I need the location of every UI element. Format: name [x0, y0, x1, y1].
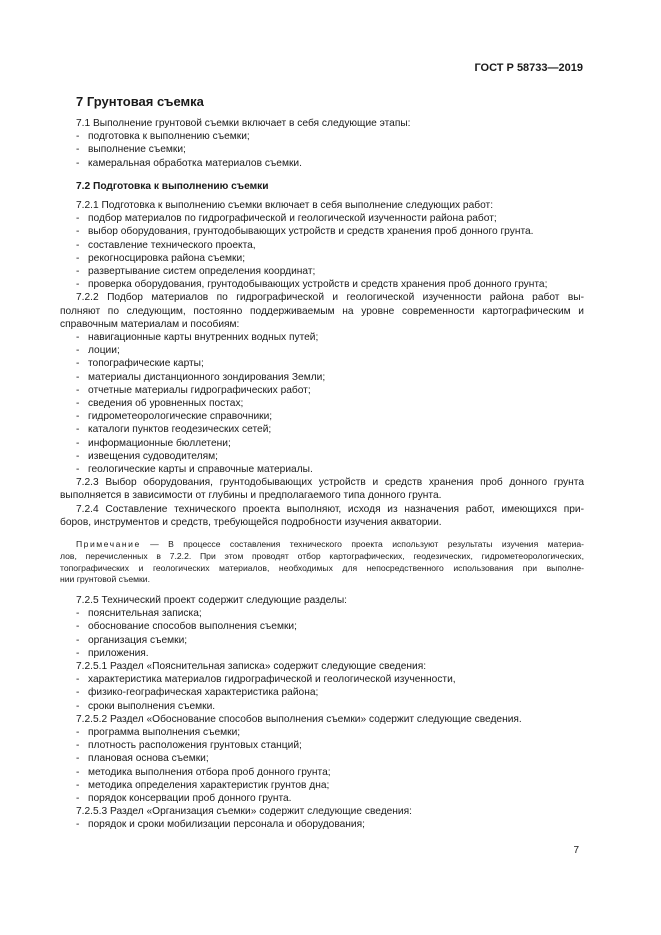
- section-7-2-body: [60, 199, 584, 529]
- list-item: - порядок и сроки мобилизации персонала и оборудования;: [60, 818, 584, 831]
- list-item: - составление технического проекта,: [60, 239, 584, 252]
- paragraph-7-2-5: 7.2.5 Технический проект содержит следующие разделы:: [76, 595, 347, 606]
- paragraph-7-2-3-line: выполняется в зависимости от глубины и предполагаемого типа донного грунта.: [60, 490, 442, 502]
- list-item: - сведения об уровненных постах;: [60, 397, 584, 410]
- list-item: - плотность расположения грунтовых станций;: [60, 739, 584, 752]
- section-7-title: 7 Грунтовая съемка: [76, 94, 204, 109]
- page-number: 7: [573, 845, 579, 856]
- paragraph-7-1: 7.1 Выполнение грунтовой съемки включает в себя следующие этапы:: [76, 118, 411, 129]
- section-7-2-heading-block: [60, 180, 584, 193]
- note-label: Примечание: [76, 539, 141, 549]
- paragraph-7-2-4-line: боров, инструментов и средств, требующейся подробности изучения акватории.: [60, 516, 442, 528]
- list-item: - программа выполнения съемки;: [60, 726, 584, 739]
- paragraph-7-2-2-line: 7.2.2 Подбор материалов по гидрографической и геологической изученности района работ вы-: [76, 292, 584, 304]
- list-item: - извещения судоводителям;: [60, 450, 584, 463]
- list-item: - навигационные карты внутренних водных путей;: [60, 331, 584, 344]
- list-item: - подготовка к выполнению съемки;: [60, 130, 584, 143]
- paragraph-7-2-2-line: справочным материалам и пособиям:: [60, 318, 240, 330]
- note-line: нии грунтовой съемки.: [60, 574, 150, 585]
- note-line: [60, 539, 584, 551]
- list-item: - информационные бюллетени;: [60, 437, 584, 450]
- list-item: - характеристика материалов гидрографической и геологической изученности,: [60, 673, 584, 686]
- list-item: - подбор материалов по гидрографической и геологической изученности района работ;: [60, 212, 584, 225]
- paragraph-7-2-4-line: 7.2.4 Составление технического проекта выполняют, исходя из назначения работ, имеющихся при-: [76, 503, 584, 515]
- list-item: - приложения.: [60, 647, 584, 660]
- note-line: лов, перечисленных в 7.2.2. При этом проводят отбор картографических, геодезических, гидрометеорологических,: [60, 550, 584, 561]
- list-item: - обоснование способов выполнения съемки;: [60, 620, 584, 633]
- list-item: - рекогносцировка района съемки;: [60, 252, 584, 265]
- list-item: - выбор оборудования, грунтодобывающих устройств и средств хранения проб донного грунта.: [60, 225, 584, 238]
- list-item: - проверка оборудования, грунтодобывающих устройств и средств хранения проб донного грунта;: [60, 278, 584, 291]
- section-7-1: [60, 117, 584, 170]
- note-line: топографических и геологических материалов, необходимых для непосредственного использования при выполне-: [60, 562, 584, 573]
- list-item: - топографические карты;: [60, 357, 584, 370]
- paragraph-7-2-1: 7.2.1 Подготовка к выполнению съемки включает в себя выполнение следующих работ:: [76, 200, 494, 211]
- list-item: - камеральная обработка материалов съемки.: [60, 157, 584, 170]
- list-item: - каталоги пунктов геодезических сетей;: [60, 423, 584, 436]
- note-block: [60, 539, 584, 586]
- list-item: - геологические карты и справочные материалы.: [60, 463, 584, 476]
- list-item: - плановая основа съемки;: [60, 752, 584, 765]
- list-item: - развертывание систем определения координат;: [60, 265, 584, 278]
- list-item: - выполнение съемки;: [60, 143, 584, 156]
- list-item: - методика выполнения отбора проб донного грунта;: [60, 766, 584, 779]
- list-item: - отчетные материалы гидрографических работ;: [60, 384, 584, 397]
- list-item: - физико-географическая характеристика района;: [60, 686, 584, 699]
- list-item: - порядок консервации проб донного грунта.: [60, 792, 584, 805]
- note-text: — В процессе составления технического проекта используют результаты изучения материа-: [150, 539, 584, 549]
- paragraph-7-2-5-1: 7.2.5.1 Раздел «Пояснительная записка» содержит следующие сведения:: [76, 661, 427, 673]
- list-item: - материалы дистанционного зондирования Земли;: [60, 371, 584, 384]
- list-item: - пояснительная записка;: [60, 607, 584, 620]
- paragraph-7-2-5-3: 7.2.5.3 Раздел «Организация съемки» содержит следующие сведения:: [76, 806, 412, 818]
- paragraph-7-2-3-line: 7.2.3 Выбор оборудования, грунтодобывающих устройств и средств хранения проб донного грунта: [76, 477, 584, 489]
- section-7-2-5: [60, 594, 584, 832]
- list-item: - организация съемки;: [60, 634, 584, 647]
- section-7-2-title: 7.2 Подготовка к выполнению съемки: [76, 181, 269, 192]
- paragraph-7-2-2-line: полняют по следующим, постоянно поддерживаемым на уровне современности картографическим и: [60, 305, 584, 317]
- list-item: - гидрометеорологические справочники;: [60, 410, 584, 423]
- standard-header: ГОСТ Р 58733—2019: [474, 62, 583, 74]
- list-item: - сроки выполнения съемки.: [60, 700, 584, 713]
- list-item: - лоции;: [60, 344, 584, 357]
- list-item: - методика определения характеристик грунтов дна;: [60, 779, 584, 792]
- paragraph-7-2-5-2: 7.2.5.2 Раздел «Обоснование способов выполнения съемки» содержит следующие сведения.: [76, 713, 522, 725]
